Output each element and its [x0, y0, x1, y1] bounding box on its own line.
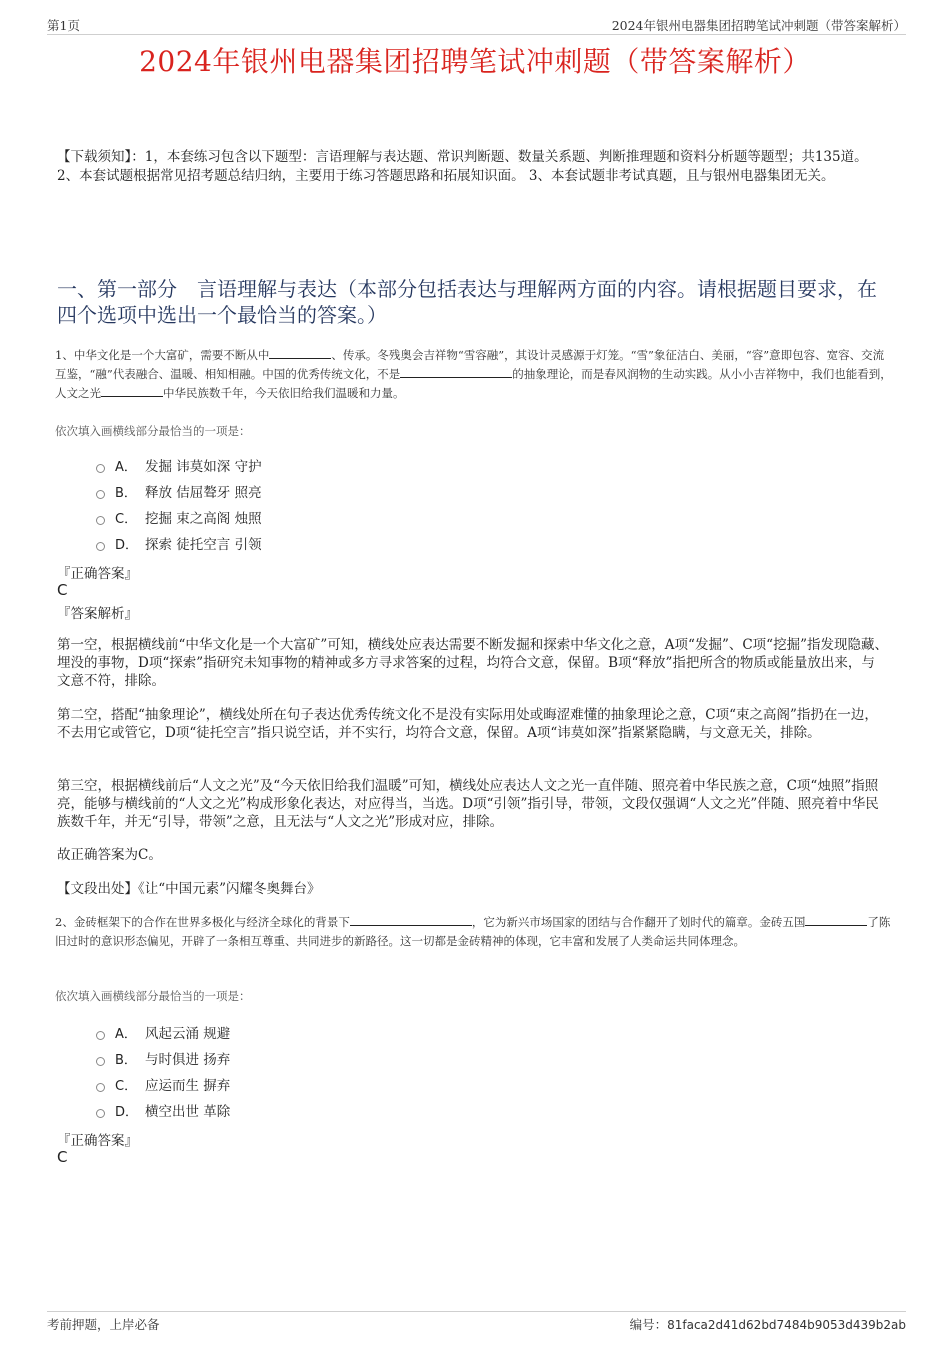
radio-icon[interactable] [96, 464, 105, 473]
header-doc-title: 2024年银州电器集团招聘笔试冲刺题（带答案解析） [611, 18, 906, 33]
radio-icon[interactable] [96, 542, 105, 551]
option-a[interactable]: A． 发掘 讳莫如深 守护 [96, 452, 262, 478]
page-footer [47, 1311, 906, 1336]
analysis-paragraph: 第一空，根据横线前“中华文化是一个大富矿”可知，横线处应表达需要不断发掘和探索中华文化之意，A项“发掘”、C项“挖掘”指发现隐藏、埋没的事物，D项“探索”指研究未知事物的精神或多方寻求答案的过程，均符合文意，保留。B项“释放”指把所含的物质或能量放出来，与文意不符，排除。 [57, 637, 888, 689]
option-b[interactable]: B． 释放 佶屈聱牙 照亮 [96, 478, 262, 504]
analysis-paragraph: 第二空，搭配“抽象理论”，横线处所在句子表达优秀传统文化不是没有实际用处或晦涩难懂的抽象理论之意，C项“束之高阁”指扔在一边，不去用它或管它，D项“徒托空言”指只说空话，并不实行，均符合文意，保留。A项“讳莫如深”指紧紧隐瞒，与文意无关，排除。 [57, 707, 878, 741]
fill-blank [350, 913, 472, 926]
answer-value: C [57, 581, 68, 599]
document-title: 2024年银州电器集团招聘笔试冲刺题（带答案解析） [139, 45, 811, 78]
radio-icon[interactable] [96, 1057, 105, 1066]
fill-blank [101, 384, 163, 397]
analysis-label: 『答案解析』 [57, 606, 138, 622]
question-1-instruction: 依次填入画横线部分最恰当的一项是： [55, 424, 251, 438]
question-2-text: 2、金砖框架下的合作在世界多极化与经济全球化的背景下 ，它为新兴市场国家的团结与合作翻开了划时代的篇章。金砖五国 了陈旧过时的意识形态偏见，开辟了一条相互尊重、共同进步的新路径。这一切都是金砖精神的体现，它丰富和发展了人类命运共同体理念。 [55, 915, 891, 948]
analysis-paragraph: 第三空，根据横线前后“人文之光”及“今天依旧给我们温暖”可知，横线处应表达人文之光一直伴随、照亮着中华民族之意，C项“烛照”指照亮，能够与横线前的“人文之光”构成形象化表达，对应得当，当选。D项“引领”指引导，带领，文段仅强调“人文之光”伴随、照亮着中华民族数千年，并无“引导，带领”之意，且无法与“人文之光”形成对应，排除。 [57, 778, 879, 830]
option-b[interactable]: B． 与时俱进 扬弃 [96, 1045, 230, 1071]
radio-icon[interactable] [96, 516, 105, 525]
answer-value: C [57, 1148, 68, 1166]
footer-code: 编号：81faca2d41d62bd7484b9053d439b2ab [629, 1317, 906, 1332]
option-d[interactable]: D． 探索 徒托空言 引领 [96, 530, 262, 556]
option-c[interactable]: C． 应运而生 摒弃 [96, 1071, 230, 1097]
footer-slogan: 考前押题，上岸必备 [47, 1317, 160, 1332]
fill-blank [400, 365, 512, 378]
analysis-conclusion: 故正确答案为C。 [57, 847, 162, 863]
page-header [47, 14, 906, 35]
answer-label: 『正确答案』 [57, 566, 138, 582]
radio-icon[interactable] [96, 1031, 105, 1040]
page-number: 第1页 [47, 18, 80, 33]
answer-label: 『正确答案』 [57, 1133, 138, 1149]
question-2-options [96, 1019, 230, 1123]
question-1-text: 1、中华文化是一个大富矿，需要不断从中 、传承。冬残奥会吉祥物“雪容融”，其设计灵感源于灯笼。“雪”象征洁白、美丽，“容”意即包容、宽容、交流互鉴，“融”代表融合、温暖、相知相融。中国的优秀传统文化，不是 的抽象理论，而是春风润物的生动实践。从小小吉祥物中，我们也能看到，人文之光 中华民族数千年，今天依旧给我们温暖和力量。 [55, 348, 892, 400]
section-heading: 一、第一部分 言语理解与表达（本部分包括表达与理解两方面的内容。请根据题目要求，在四个选项中选出一个最恰当的答案。） [57, 277, 877, 327]
option-d[interactable]: D． 横空出世 革除 [96, 1097, 230, 1123]
fill-blank [805, 913, 867, 926]
radio-icon[interactable] [96, 490, 105, 499]
fill-blank [269, 346, 331, 359]
question-2-instruction: 依次填入画横线部分最恰当的一项是： [55, 989, 251, 1003]
radio-icon[interactable] [96, 1109, 105, 1118]
option-c[interactable]: C． 挖掘 束之高阁 烛照 [96, 504, 262, 530]
question-1-options [96, 452, 262, 556]
option-a[interactable]: A． 风起云涌 规避 [96, 1019, 230, 1045]
download-notice: 【下载须知】：1，本套练习包含以下题型：言语理解与表达题、常识判断题、数量关系题、判断推理题和资料分析题等题型；共135道。 2、本套试题根据常见招考题总结归纳，主要用于练习答题思路和拓展知识面。 3、本套试题非考试真题，且与银州电器集团无关。 [57, 149, 868, 184]
radio-icon[interactable] [96, 1083, 105, 1092]
analysis-source: 【文段出处】《让“中国元素”闪耀冬奥舞台》 [57, 881, 321, 897]
